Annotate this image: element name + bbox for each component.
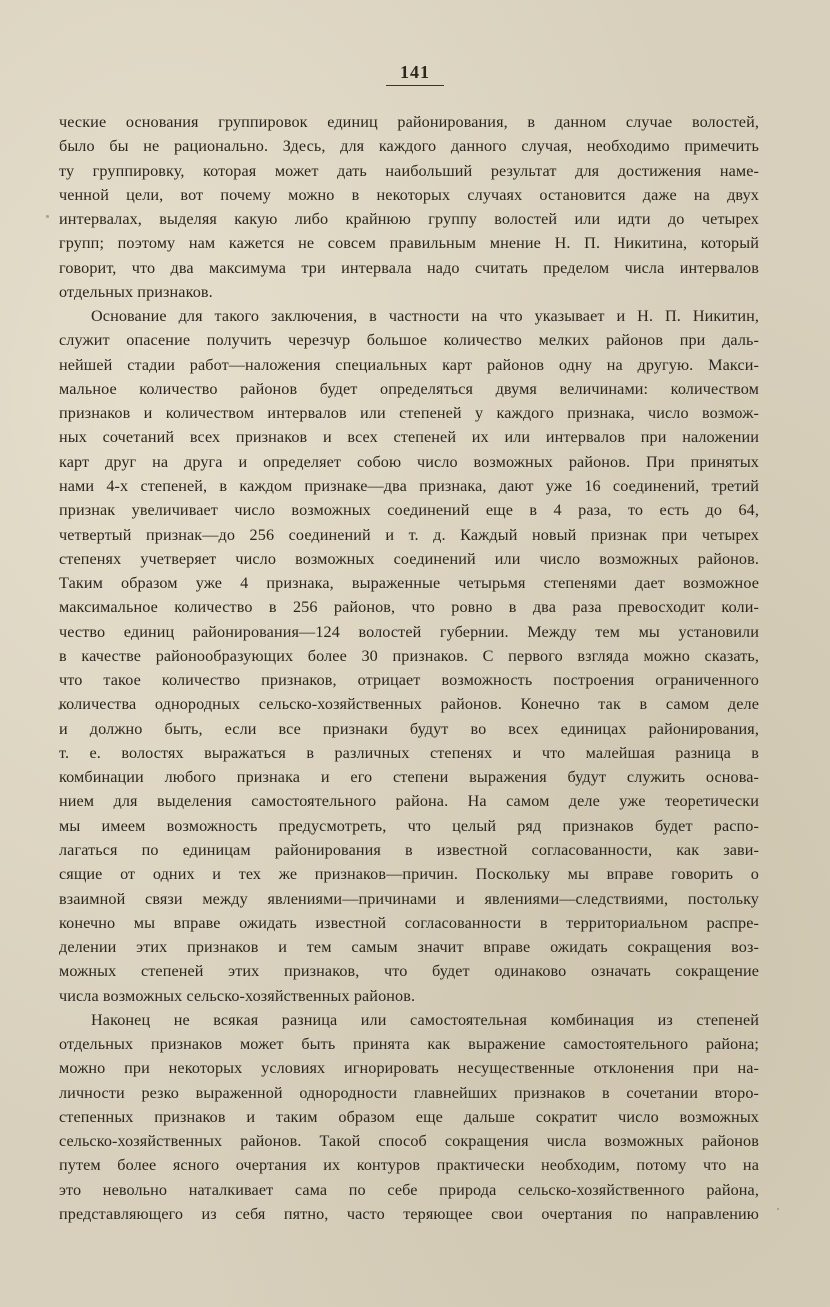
text-line: можно при некоторых условиях игнорировать несущественные отклонения при на- [59, 1059, 759, 1078]
text-line: чество единиц районирования—124 волостей губернии. Между тем мы установили [59, 622, 759, 641]
text-line: в качестве районообразующих более 30 признаков. С первого взгляда можно сказать, [59, 646, 759, 665]
text-line: карт друг на друга и определяет собою число возможных районов. При принятых [59, 452, 759, 471]
text-line: степенях учетверяет число возможных соединений или число возможных районов. [59, 549, 759, 568]
text-line: максимальное количество в 256 районов, что ровно в два раза превосходит коли- [59, 598, 759, 617]
text-line: количества однородных сельско-хозяйственных районов. Конечно так в самом деле [59, 695, 759, 714]
text-line: нами 4-х степеней, в каждом признаке—два признака, дают уже 16 соединений, третий [59, 476, 759, 495]
text-line: ченной цели, вот почему можно в некоторых случаях остановится даже на двух [59, 185, 759, 204]
text-line: представляющего из себя пятно, часто теряющее свои очертания по направлению [59, 1204, 759, 1223]
text-line: ных сочетаний всех признаков и всех степеней их или интервалов при наложении [59, 428, 759, 447]
text-line: числа возможных сельско-хозяйственных районов. [59, 986, 416, 1005]
text-line: делении этих признаков и тем самым значит вправе ожидать сокращения воз- [59, 938, 759, 957]
text-line: нейшей стадии работ—наложения специальных карт районов одну на другую. Макси- [59, 355, 759, 374]
text-line: групп; поэтому нам кажется не совсем правильным мнение Н. П. Никитина, который [59, 234, 759, 253]
text-line: личности резко выраженной однородности главнейших признаков в сочетании второ- [59, 1083, 759, 1102]
text-line: конечно мы вправе ожидать известной согласованности в территориальном распре- [59, 913, 759, 932]
text-line: можных степеней этих признаков, что будет одинаково означать сокращение [59, 962, 759, 981]
text-line: интервалах, выделяя какую либо крайнюю группу волостей или идти до четырех [59, 210, 759, 229]
paragraph-2 [59, 304, 759, 1008]
text-line: Основание для такого заключения, в частности на что указывает и Н. П. Никитин, [91, 307, 759, 326]
text-line: и должно быть, если все признаки будут во всех единицах районирования, [59, 719, 759, 738]
paper-speck [58, 707, 61, 710]
text-line: Таким образом уже 4 признака, выраженные четырьмя степенями дает возможное [59, 574, 759, 593]
text-line: отдельных признаков может быть принята как выражение самостоятельного района; [59, 1035, 759, 1054]
text-line: это невольно наталкивает сама по себе природа сельско-хозяйственного района, [59, 1180, 759, 1199]
text-line: признаков и количеством интервалов или степеней у каждого признака, число возмож- [59, 404, 759, 423]
text-line: что такое количество признаков, отрицает возможность построения ограниченного [59, 671, 759, 690]
paper-speck [46, 215, 49, 218]
text-line: ту группировку, которая может дать наибольший результат для достижения наме- [59, 161, 759, 180]
body-text [59, 110, 759, 1226]
page-number: 141 [386, 62, 444, 86]
text-line: мы имеем возможность предусмотреть, что целый ряд признаков будет распо- [59, 816, 759, 835]
text-line: Наконец не всякая разница или самостоятельная комбинация из степеней [91, 1010, 759, 1029]
text-line: мальное количество районов будет определяться двумя величинами: количеством [59, 379, 759, 398]
text-line: было бы не рационально. Здесь, для каждого данного случая, необходимо примечить [59, 137, 759, 156]
text-line: четвертый признак—до 256 соединений и т. д. Каждый новый признак при четырех [59, 525, 759, 544]
text-line: сельско-хозяйственных районов. Такой способ сокращения числа возможных районов [59, 1132, 759, 1151]
text-line: лагаться по единицам районирования в известной согласованности, как зави- [59, 840, 759, 859]
text-line: ческие основания группировок единиц районирования, в данном случае волостей, [59, 113, 759, 131]
text-line: говорит, что два максимума три интервала надо считать пределом числа интервалов [59, 258, 759, 277]
text-line: сящие от одних и тех же признаков—причин. Поскольку мы вправе говорить о [59, 865, 759, 884]
text-line: комбинации любого признака и его степени выражения будут служить основа- [59, 768, 759, 787]
text-line: служит опасение получить черезчур большое количество мелких районов при даль- [59, 331, 759, 350]
text-line: путем более ясного очертания их контуров практически необходим, потому что на [59, 1156, 759, 1175]
text-line: признак увеличивает число возможных соединений еще в 4 раза, то есть до 64, [59, 501, 759, 520]
text-line: отдельных признаков. [59, 282, 213, 301]
page-number-area [0, 62, 830, 86]
text-line: т. е. волостях выражаться в различных степенях и что малейшая разница в [59, 743, 759, 762]
paragraph-3 [59, 1008, 759, 1226]
text-line: степенных признаков и таким образом еще дальше сократит число возможных [59, 1107, 759, 1126]
paper-speck [777, 1208, 779, 1210]
text-line: взаимной связи между явлениями—причинами и явлениями—следствиями, постольку [59, 889, 759, 908]
paragraph-1 [59, 110, 759, 304]
text-line: нием для выделения самостоятельного района. На самом деле уже теоретически [59, 792, 759, 811]
